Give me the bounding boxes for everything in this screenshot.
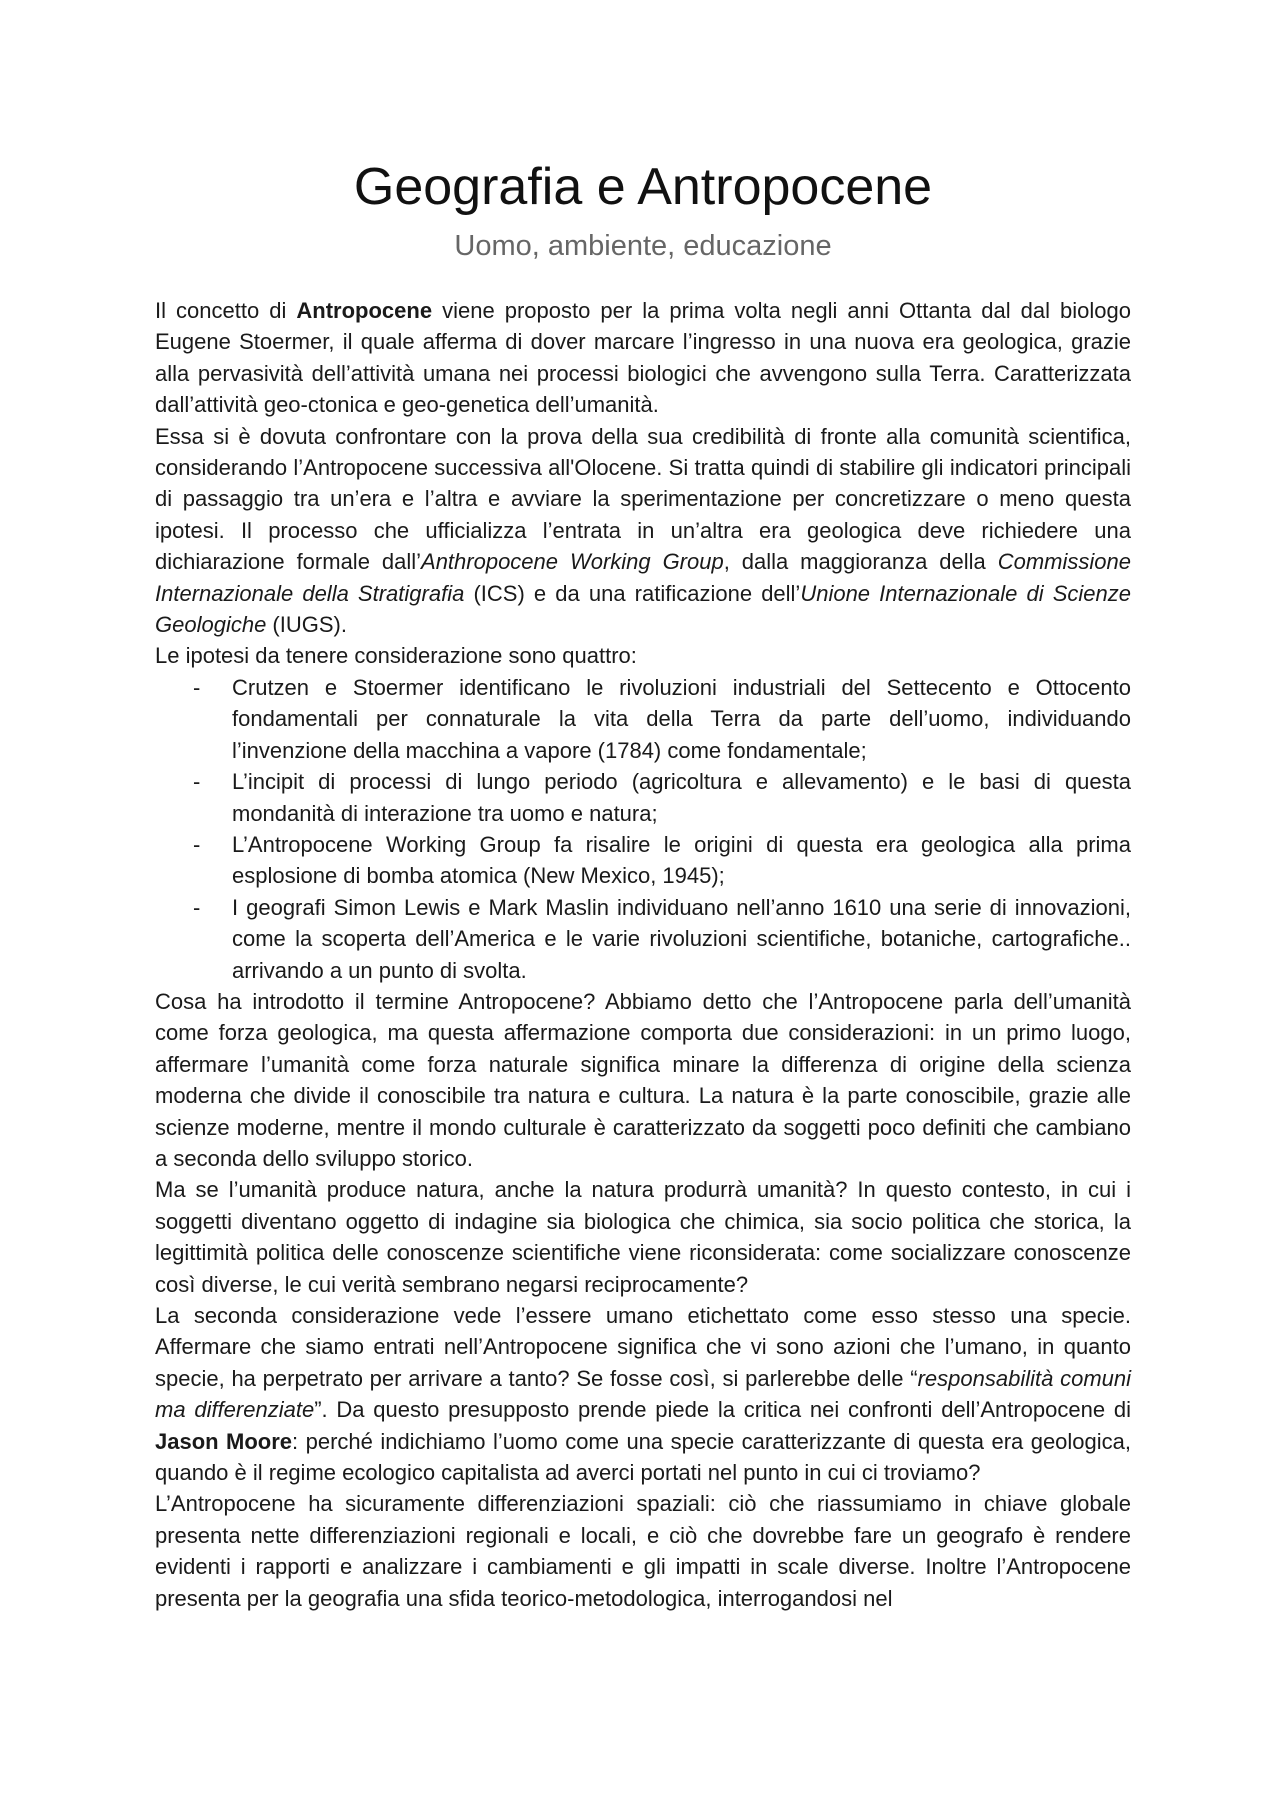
italic-responsabilita: responsabilità comuni ma differenziate xyxy=(155,1365,1132,1423)
list-item xyxy=(155,829,1131,892)
text-run: ”. Da questo presupposto prende piede la critica nei confronti dell’Antropocene di xyxy=(314,1397,1131,1423)
italic-ics: Commissione Internazionale della Stratigrafia xyxy=(155,549,1131,606)
text-run: (ICS) e da una ratificazione dell’ xyxy=(464,580,801,606)
paragraph-intro xyxy=(155,295,1131,421)
italic-anthropocene-working-group: Anthropocene Working Group xyxy=(421,549,724,575)
bullet-dash: - xyxy=(193,831,201,857)
list-item-text: I geografi Simon Lewis e Mark Maslin individuano nell’anno 1610 una serie di innovazioni, come la scoperta dell’America e le varie rivoluzioni scientifiche, botaniche, cartografiche.. arrivando a un punto di svolta. xyxy=(232,894,1131,983)
document-subtitle: Uomo, ambiente, educazione xyxy=(454,230,832,262)
paragraph-species xyxy=(155,1300,1131,1488)
text-run: (IUGS). xyxy=(266,612,347,638)
bullet-dash: - xyxy=(193,674,201,700)
hypotheses-list xyxy=(155,672,1131,986)
bold-term-antropocene: Antropocene xyxy=(296,298,433,323)
list-item-text: L’Antropocene Working Group fa risalire le origini di questa era geologica alla prima esplosione di bomba atomica (New Mexico, 1945); xyxy=(232,831,1131,889)
paragraph-hypotheses-intro: Le ipotesi da tenere considerazione sono quattro: xyxy=(155,643,637,669)
list-item-text: L’incipit di processi di lungo periodo (agricoltura e allevamento) e le basi di questa mondanità di interazione tra uomo e natura; xyxy=(232,769,1131,826)
list-item xyxy=(155,892,1131,986)
document-page xyxy=(155,155,1131,1614)
text-run: viene proposto per la prima volta negli anni Ottanta dal dal biologo Eugene Stoermer, il quale afferma di dover marcare l’ingresso in una nuova era geologica, grazie alla pervasività dell’attività umana nei processi biologici che avvengono sulla Terra. Caratterizzata dall’attività geo-ctonica e geo-genetica dell’umanità. xyxy=(155,298,1131,418)
text-run: Il concetto di xyxy=(155,298,297,323)
paragraph-spatial: L’Antropocene ha sicuramente differenziazioni spaziali: ciò che riassumiamo in chiave globale presenta nette differenziazioni regionali e locali, e ciò che dovrebbe fare un geografo è rendere evidenti i rapporti e analizzare i cambiamenti e gli impatti in scale diverse. Inoltre l’Antropocene presenta per la geografia una sfida teorico-metodologica, interrogandosi nel xyxy=(155,1491,1131,1611)
text-run: La seconda considerazione vede l’essere umano etichettato come esso stesso una specie. Affermare che siamo entrati nell’Antropocene significa che vi sono azioni che l’umano, in quanto specie, ha perpetrato per arrivare a tanto? Se fosse così, si parlerebbe delle “ xyxy=(155,1303,1131,1391)
text-run: Essa si è dovuta confrontare con la prova della sua credibilità di fronte alla comunità scientifica, considerando l’Antropocene successiva all'Olocene. Si tratta quindi di stabilire gli indicatori principali di passaggio tra un’era e l’altra e avviare la sperimentazione per concretizzare o meno questa ipotesi. Il processo che ufficializza l’entrata in un’altra era geologica deve richiedere una dichiarazione formale dall’ xyxy=(155,423,1131,575)
list-item xyxy=(155,672,1131,766)
bullet-dash: - xyxy=(193,894,201,920)
text-run: , dalla maggioranza della xyxy=(723,549,998,575)
document-body xyxy=(155,295,1131,1614)
paragraph-humanity-nature: Ma se l’umanità produce natura, anche la natura produrrà umanità? In questo contesto, in cui i soggetti diventano oggetto di indagine sia biologica che chimica, sia socio politica che storica, la legittimità politica delle conoscenze scientifiche viene riconsiderata: come socializzare conoscenze così diverse, le cui verità sembrano negarsi reciprocamente? xyxy=(155,1177,1131,1297)
bullet-dash: - xyxy=(193,769,201,795)
paragraph-introduced-term: Cosa ha introdotto il termine Antropocene? Abbiamo detto che l’Antropocene parla dell’umanità come forza geologica, ma questa affermazione comporta due considerazioni: in un primo luogo, affermare l’umanità come forza naturale significa minare la differenza di origine della scienza moderna che divide il conoscibile tra natura e cultura. La natura è la parte conoscibile, grazie alle scienze moderne, mentre il mondo culturale è caratterizzato da soggetti poco definiti che cambiano a seconda dello sviluppo storico. xyxy=(155,988,1131,1171)
document-title: Geografia e Antropocene xyxy=(353,158,933,216)
italic-iugs: Unione Internazionale di Scienze Geologiche xyxy=(155,580,1132,638)
bold-jason-moore: Jason Moore xyxy=(155,1428,293,1454)
paragraph-credibility xyxy=(155,421,1131,641)
list-item xyxy=(155,766,1131,829)
list-item-text: Crutzen e Stoermer identificano le rivoluzioni industriali del Settecento e Ottocento fondamentali per connaturale la vita della Terra da parte dell’uomo, individuando l’invenzione della macchina a vapore (1784) come fondamentale; xyxy=(232,674,1131,763)
text-run: : perché indichiamo l’uomo come una specie caratterizzante di questa era geologica, quando è il regime ecologico capitalista ad averci portati nel punto in cui ci troviamo? xyxy=(155,1428,1132,1486)
